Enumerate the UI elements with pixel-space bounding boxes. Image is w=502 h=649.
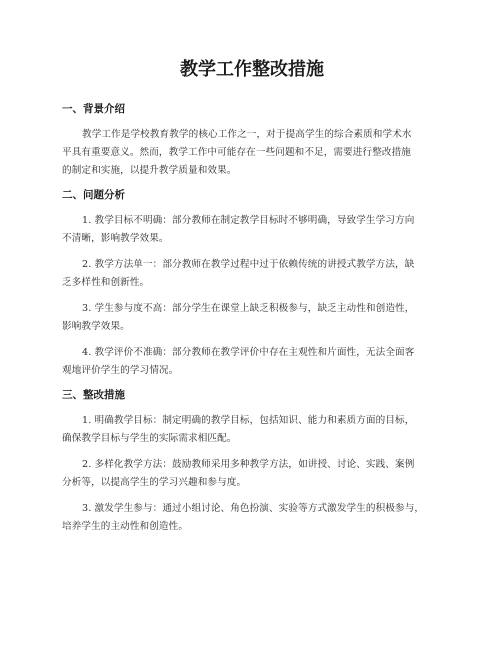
section-heading: 一、背景介绍 [62,103,125,115]
paragraph [62,212,442,248]
paragraph-line: 观地评价学生的学习情况。 [62,365,179,376]
section-heading: 三、整改措施 [62,389,125,401]
section-corrective-measures [62,388,442,536]
paragraph [62,456,442,492]
paragraph-line: 2. 多样化教学方法：鼓励教师采用多种教学方法，如讲授、讨论、实践、案例 [82,459,415,470]
paragraph-line: 4. 教学评价不准确：部分教师在教学评价中存在主观性和片面性，无法全面客 [82,347,415,358]
paragraph-line: 不清晰，影响教学效果。 [62,233,169,244]
paragraph-line: 1. 明确教学目标：制定明确的教学目标，包括知识、能力和素质方面的目标， [82,415,415,426]
paragraph-line: 影响教学效果。 [62,321,130,332]
section-heading: 二、问题分析 [62,189,125,201]
paragraph-line: 分析等，以提高学生的学习兴趣和参与度。 [62,477,247,488]
paragraph [62,256,442,292]
paragraph-line: 3. 激发学生参与：通过小组讨论、角色扮演、实验等方式激发学生的积极参与， [82,503,425,514]
paragraph-line: 3. 学生参与度不高：部分学生在课堂上缺乏积极参与，缺乏主动性和创造性， [82,303,415,314]
paragraph [62,412,442,448]
paragraph-line: 乏多样性和创新性。 [62,277,150,288]
paragraph [62,344,442,380]
section-background [62,102,442,180]
paragraph-line: 平具有重要意义。然而，教学工作中可能存在一些问题和不足，需要进行整改措施 [62,147,411,158]
paragraph [62,500,442,536]
paragraph-line: 确保教学目标与学生的实际需求相匹配。 [62,433,237,444]
paragraph-line: 2. 教学方法单一：部分教师在教学过程中过于依赖传统的讲授式教学方法，缺 [82,259,415,270]
paragraph-line: 教学工作是学校教育教学的核心工作之一，对于提高学生的综合素质和学术水 [82,129,412,140]
document-title: 教学工作整改措施 [180,59,324,80]
paragraph [62,126,442,180]
paragraph-line: 培养学生的主动性和创造性。 [62,521,189,532]
section-problem-analysis [62,188,442,380]
paragraph-line: 的制定和实施，以提升教学质量和效果。 [62,165,237,176]
paragraph-line: 1. 教学目标不明确：部分教师在制定教学目标时不够明确，导致学生学习方向 [82,215,415,226]
paragraph [62,300,442,336]
